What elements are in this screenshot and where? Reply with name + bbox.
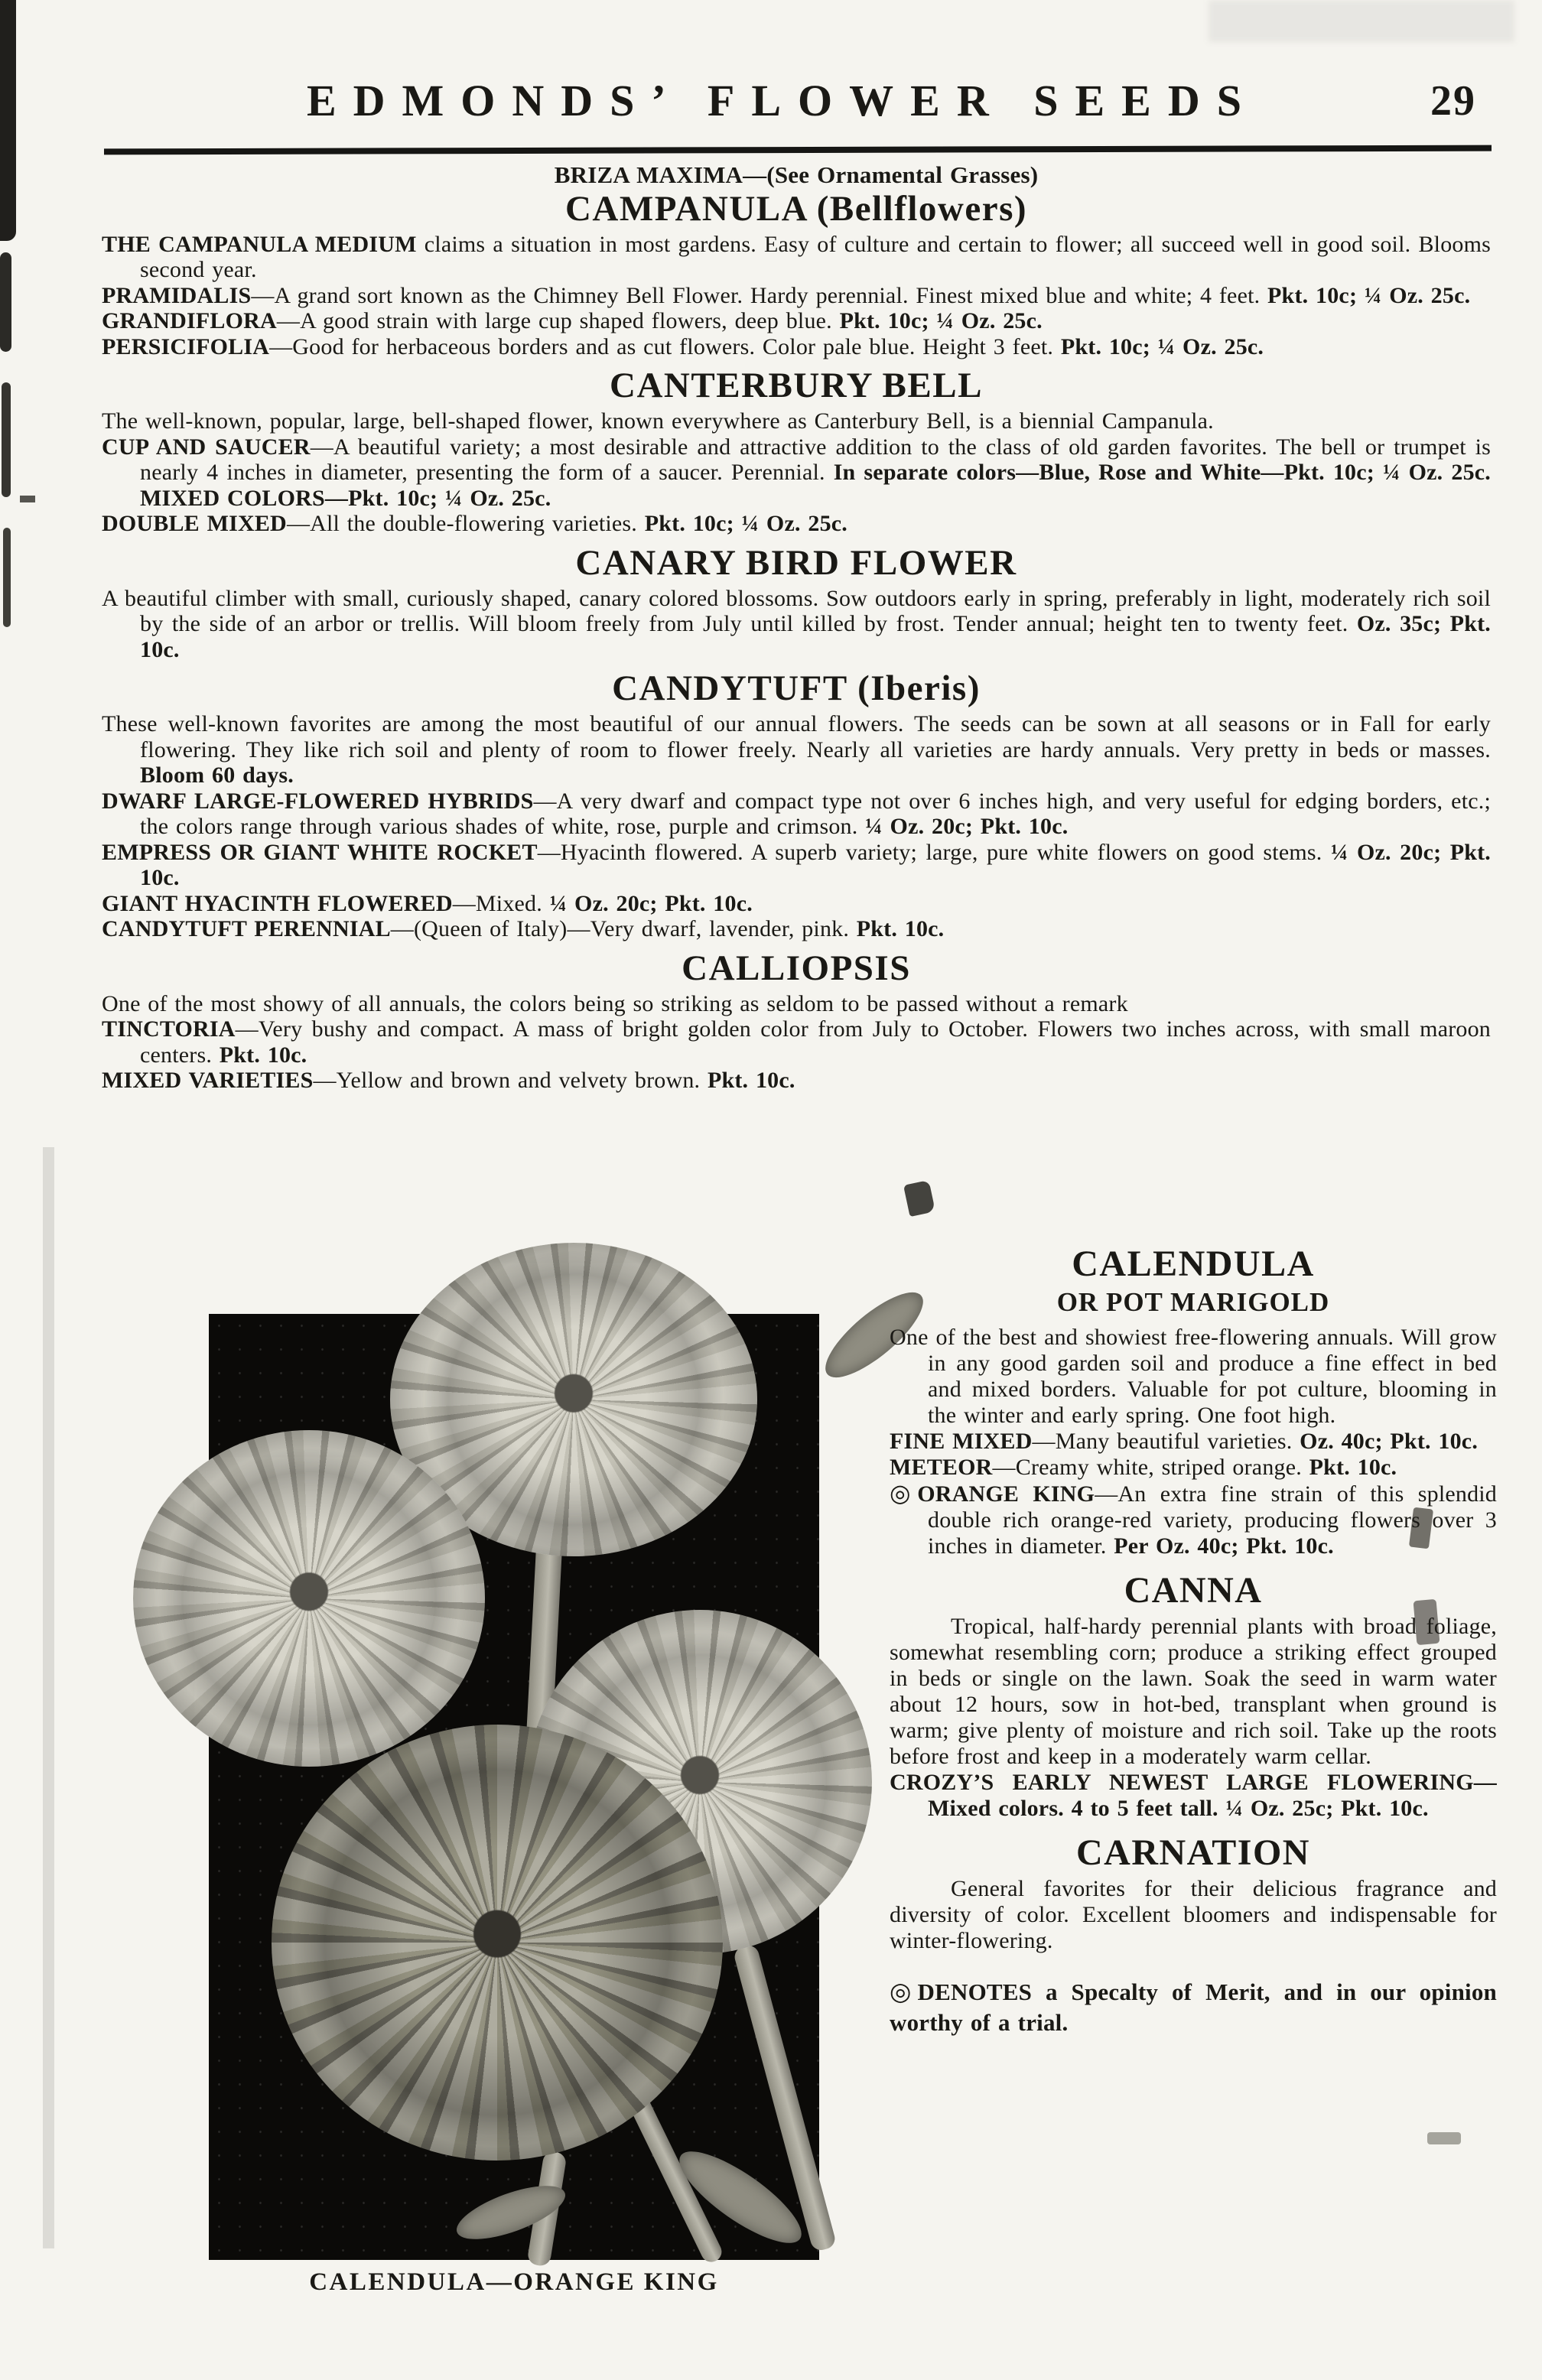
- section-subheading: OR POT MARIGOLD: [1056, 1287, 1330, 1317]
- seed-entry: [102, 788, 1491, 840]
- variety-price: Pkt. 10c.: [707, 1068, 795, 1093]
- variety-name: EMPRESS OR GIANT WHITE ROCKET: [102, 839, 538, 865]
- seed-entry: [102, 308, 1491, 334]
- section-canna: [890, 1572, 1497, 1822]
- intro-text: These well-known favorites are among the most beautiful of our annual flowers. The seeds can be sown at all seasons or in Fall for early flowering. They like rich soil and plenty of room to flower freely. Nearly all varieties are hardy annuals. Very pretty in beds or masses.: [102, 711, 1491, 762]
- section-heading: CALENDULA: [1072, 1244, 1315, 1284]
- ink-smudge: [1427, 2132, 1461, 2144]
- section-intro: [102, 586, 1491, 663]
- section-intro: One of the most showy of all annuals, the colors being so striking as seldom to be passed without a remark: [102, 990, 1128, 1016]
- variety-desc: —Good for herbaceous borders and as cut flowers. Color pale blue. Height 3 feet.: [269, 333, 1061, 359]
- variety-price: ¼ Oz. 20c; Pkt. 10c.: [549, 890, 753, 916]
- calendula-bloom: [272, 1725, 723, 2161]
- variety-price: Pkt. 10c; ¼ Oz. 25c.: [644, 511, 847, 536]
- variety-name: FINE MIXED: [890, 1429, 1033, 1454]
- section-heading: CAMPANULA (Bellflowers): [564, 188, 1028, 229]
- variety-name: TINCTORIA: [102, 1016, 236, 1042]
- scan-smudge: [1209, 0, 1514, 42]
- variety-price: Per Oz. 40c; Pkt. 10c.: [1114, 1533, 1334, 1559]
- variety-desc: —(Queen of Italy)—Very dwarf, lavender, pink.: [390, 916, 857, 941]
- variety-price: Pkt. 10c; ¼ Oz. 25c.: [839, 308, 1043, 333]
- ink-smudge: [903, 1180, 935, 1217]
- variety-desc: —Very bushy and compact. A mass of bright golden color from July to October. Flowers two inches across, with small maroon centers.: [140, 1016, 1491, 1068]
- variety-name: ORANGE KING: [917, 1481, 1095, 1507]
- variety-price: Pkt. 10c.: [856, 916, 945, 941]
- variety-price: In separate colors—Blue, Rose and White—Pkt. 10c; ¼ Oz. 25c. MIXED COLORS—Pkt. 10c; ¼ Oz. 25c.: [140, 460, 1491, 511]
- seed-entry: [102, 891, 1491, 917]
- variety-price: ¼ Oz. 20c; Pkt. 10c.: [140, 839, 1491, 890]
- variety-name: GRANDIFLORA: [102, 308, 277, 333]
- binding-mark: [0, 252, 11, 352]
- section-intro: General favorites for their delicious fragrance and diversity of color. Excellent bloomers and indispensable for winter-flowering.: [890, 1876, 1497, 1953]
- variety-desc: claims a situation in most gardens. Easy of culture and certain to flower; all succeed well in good soil. Blooms second year.: [140, 231, 1491, 282]
- page-title: EDMONDS’ FLOWER SEEDS: [306, 76, 1259, 125]
- photo-caption: CALENDULA—ORANGE KING: [309, 2268, 719, 2296]
- seed-entry: [102, 434, 1491, 512]
- left-text-block: [102, 161, 1491, 1094]
- variety-price: —Mixed colors. 4 to 5 feet tall. ¼ Oz. 25c; Pkt. 10c.: [928, 1770, 1497, 1821]
- section-calliopsis: [102, 949, 1491, 1094]
- right-column: [890, 1233, 1497, 2037]
- seed-entry: [890, 1455, 1497, 1481]
- section-heading: CANNA: [1124, 1570, 1263, 1611]
- scan-streak: [43, 1147, 54, 2248]
- variety-name: CROZY’S EARLY NEWEST LARGE FLOWERING: [890, 1770, 1474, 1795]
- seed-entry: [102, 840, 1491, 891]
- variety-name: METEOR: [890, 1455, 993, 1480]
- variety-name: PERSICIFOLIA: [102, 333, 270, 359]
- variety-name: CUP AND SAUCER: [102, 434, 311, 460]
- seed-entry: [102, 1068, 1491, 1094]
- variety-name: GIANT HYACINTH FLOWERED: [102, 890, 453, 916]
- footnote-text: DENOTES a Specalty of Merit, and in our opinion worthy of a trial.: [890, 1978, 1497, 2036]
- variety-price: Bloom 60 days.: [140, 762, 294, 788]
- section-campanula: [102, 190, 1491, 360]
- variety-desc: —Yellow and brown and velvety brown.: [313, 1068, 708, 1093]
- section-calendula: [890, 1245, 1497, 1559]
- variety-desc: —Hyacinth flowered. A superb variety; large, pure white flowers on good stems.: [537, 839, 1331, 865]
- variety-name: DWARF LARGE-FLOWERED HYBRIDS: [102, 788, 534, 814]
- seed-entry: [102, 283, 1491, 309]
- ink-speck: [20, 496, 35, 502]
- variety-name: DOUBLE MIXED: [102, 511, 287, 536]
- section-heading: CARNATION: [1076, 1832, 1310, 1873]
- variety-name: PRAMIDALIS: [102, 282, 252, 308]
- section-heading: CANDYTUFT (Iberis): [612, 668, 981, 708]
- section-intro: [102, 711, 1491, 788]
- variety-desc: —A very dwarf and compact type not over 6 inches high, and very useful for edging borders, etc.; the colors range through various shades of white, rose, purple and crimson.: [140, 788, 1491, 839]
- variety-name: CANDYTUFT PERENNIAL: [102, 916, 391, 941]
- section-heading: CANARY BIRD FLOWER: [575, 542, 1017, 583]
- variety-desc: —A good strain with large cup shaped flowers, deep blue.: [276, 308, 840, 333]
- briza-note: BRIZA MAXIMA—(See Ornamental Grasses): [554, 161, 1039, 188]
- variety-name: MIXED VARIETIES: [102, 1068, 314, 1093]
- variety-desc: —Creamy white, striped orange.: [992, 1455, 1309, 1480]
- variety-desc: —All the double-flowering varieties.: [286, 511, 645, 536]
- specialty-footnote: [890, 1977, 1497, 2037]
- page-number: 29: [1430, 77, 1476, 125]
- variety-price: Oz. 35c; Pkt. 10c.: [140, 611, 1491, 662]
- seed-entry: [102, 232, 1491, 283]
- seed-entry: [890, 1770, 1497, 1822]
- variety-desc: —A grand sort known as the Chimney Bell Flower. Hardy perennial. Finest mixed blue and white; 4 feet.: [251, 282, 1268, 308]
- variety-price: Pkt. 10c.: [1309, 1455, 1397, 1480]
- section-intro: The well-known, popular, large, bell-shaped flower, known everywhere as Canterbury Bell, is a biennial Campanula.: [102, 408, 1214, 434]
- variety-desc: —An extra fine strain of this splendid double rich orange-red variety, producing flowers over 3 inches in diameter.: [928, 1481, 1497, 1559]
- seed-entry: [102, 511, 1491, 537]
- variety-desc: —Many beautiful varieties.: [1032, 1429, 1300, 1454]
- section-intro: One of the best and showiest free-flowering annuals. Will grow in any good garden soil and produce a fine effect in bed and mixed borders. Valuable for pot culture, blooming in the winter and early spring. One foot high.: [890, 1325, 1497, 1428]
- variety-name: THE CAMPANULA MEDIUM: [102, 231, 417, 257]
- section-candytuft: [102, 669, 1491, 942]
- variety-price: ¼ Oz. 20c; Pkt. 10c.: [865, 814, 1069, 839]
- variety-desc: —Mixed.: [452, 890, 550, 916]
- seed-entry: [102, 916, 1491, 942]
- specialty-of-merit-icon: ◎: [890, 1480, 918, 1507]
- intro-text: A beautiful climber with small, curiously shaped, canary colored blossoms. Sow outdoors early in spring, preferably in light, moderately rich soil by the side of an arbor or trellis. Will bloom freely from July until killed by frost. Tender annual; height ten to twenty feet.: [102, 585, 1491, 636]
- header-rule: [104, 145, 1492, 155]
- section-heading: CALLIOPSIS: [682, 948, 911, 988]
- variety-price: Oz. 40c; Pkt. 10c.: [1300, 1429, 1479, 1454]
- variety-price: Pkt. 10c; ¼ Oz. 25c.: [1267, 282, 1471, 308]
- variety-desc: —A beautiful variety; a most desirable and attractive addition to the class of old garden favorites. The bell or trumpet is nearly 4 inches in diameter, presenting the form of a saucer. Perennial.: [140, 434, 1491, 485]
- seed-entry: [890, 1481, 1497, 1559]
- seed-entry: [890, 1429, 1497, 1455]
- seed-entry: [102, 1016, 1491, 1068]
- section-canterbury-bell: [102, 366, 1491, 537]
- section-intro: Tropical, half-hardy perennial plants with broad foliage, somewhat resembling corn; produce a striking effect grouped in beds or single on the lawn. Soak the seed in warm water about 12 hours, sow in hot-bed, transplant when ground is warm; give plenty of moisture and rich soil. Take up the roots before frost and keep in a moderately warm cellar.: [890, 1614, 1497, 1769]
- variety-price: Pkt. 10c; ¼ Oz. 25c.: [1060, 333, 1264, 359]
- flower-photograph: [209, 1314, 819, 2260]
- binding-mark: [2, 382, 11, 497]
- specialty-of-merit-icon: ◎: [890, 1978, 918, 2006]
- variety-price: Pkt. 10c.: [219, 1042, 307, 1068]
- seed-entry: [102, 334, 1491, 360]
- binding-mark: [3, 528, 11, 627]
- calendula-bloom: [133, 1430, 485, 1767]
- section-canary-bird-flower: [102, 544, 1491, 663]
- section-heading: CANTERBURY BELL: [610, 366, 983, 405]
- section-carnation: [890, 1834, 1497, 1954]
